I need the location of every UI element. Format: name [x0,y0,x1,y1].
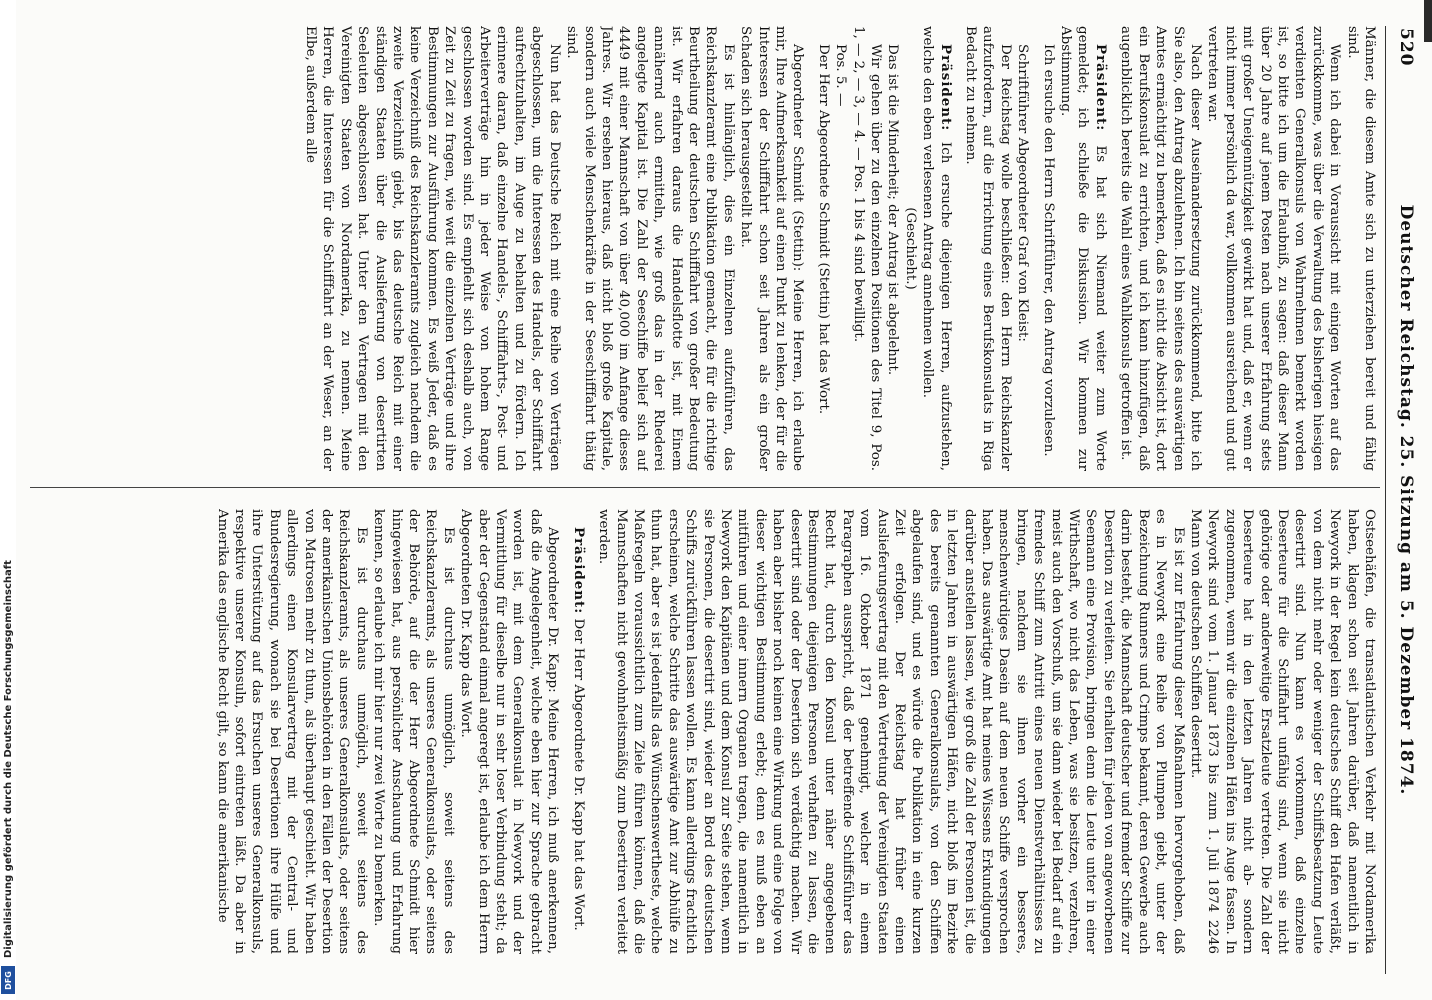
paragraph-gap [1031,26,1039,471]
paragraph [1187,509,1378,954]
column-divider [30,487,1380,488]
paragraph-text: Es ist zur Erfahrung dieser Maßnahmen hervorgehoben, daß es in Newyork eine Reihe von Plumpen giebt, unter der Bezeichnung Runners und Crimps bekannt, deren Gewerbe auch darin besteht, die Mannschaft deutscher und fremder Schiffe zur Desertion zu verleiten. Sie erhalten für jeden von angeworbenen Seemann eine Provision, bringen denn die Leute unter in einer Wirthschaft, wo nicht das Leben, was sie besitzen, verzehren, meist auch den Vorschuß, um sie dann wieder bei Bedarf auf ein fremdes Schiff zum Antritt eines neuen Dienstverhältnisses zu bringen, nachdem sie ihnen vorher ein besseres, menschenwürdiges Dasein auf dem neuen Schiffe versprochen haben. Das auswärtige Amt hat meines Wissens Erkundigungen darüber anstellen lassen, wie groß die Zahl der Personen ist, die in letzten Jahren in auswärtigen Häfen, nicht bloß im Bezirke des bereits genannten Generalkonsulats, von den Schiffen abgelaufen sind, und es würde die Publikation in eine kurzen Zeit erfolgen. Der Reichstag hat früher einen Auslieferungsvertrag mit den Vertretung der Vereinigten Staaten vom 16. Oktober 1871 genehmigt, welcher in einem Paragraphen ausspricht, daß der betreffende Schiffsführer das Recht hat, durch den Konsul unter näher angegebenen Bestimmungen diejenigen Personen verhaften zu lassen, die desertirt sind oder der Desertion sich verdächtig machen. Wir haben aber bisher noch keinen eine Wirkung und eine Folge von dieser wichtigen Bestimmung erlebt; denn es muß eben an mitführen und einer innern Organen tragen, die namentlich in Newyork den Kapitänen und dem Konsul zur Seite stehen, wenn sie Personen, die desertirt sind, wieder an Bord des deutschen Schiffs zurückführen lassen wollen. Es kann allerdings frachtlich erscheinen, welche Schritte das auswärtige Amt zur Abhülfe zu thun hat, aber es ist jedenfalls das Wünschenswertheste, welche Maßregeln voraussichtlich zum Ziele führen können, daß die Mannschaften nicht gewohnheitsmäßig zum Desertiren verleitet werden. [596,509,1186,954]
paragraph-text: Abgeordneter Dr. Kapp: Meine Herren, ich muß anerkennen, daß die Angelegenheit, welche eben hier zur Sprache gebracht worden ist, mit dem Generalkonsulat in Newyork und der Vermittlung für dieselbe nur in sehr loser Verbindung steht; da aber der Gegenstand einmal angeregt ist, erlaube ich dem Herrn Abgeordneten Dr. Kapp das Wort. [458,509,561,954]
left-column [38,26,1378,471]
paragraph [595,509,1187,954]
page-content [26,26,1426,974]
paragraph-text: Nun hat das Deutsche Reich mit eine Reihe von Verträgen abgeschlossen, um die Interessen des Handels, der Schifffahrt aufrechtzuhalten, im Auge zu behalten und zu fördern. Ich erinnere daran, daß einzelne Handels-, Schifffahrts-, Post- und Arbeiterverträge hin in jeder Weise von hohem Range geschlossen worden sind. Es empfiehlt sich deshalb auch, von Zeit zu Zeit zu fragen, wie weit die einzelnen Verträge und ihre Bestimmungen zur Ausführung kommen. Es weiß Jeder, daß es keine Verzeichniß des Reichskanzleramts zugleich nachdem die zweite Verzeichniß giebt, bis das deutsche Reich mit einer ständigen Staaten über die Auslieferung von desertirten Seeleuten abgeschlossen hat. Unter den Vertragen mit den Vereinigten Staaten von Nordamerika, zu nennen. Meine Herren, die Interessen für die Schifffahrt an der Weser, an der Elbe, außerdem alle [303,26,562,471]
paragraph-gap [806,26,814,471]
paragraph [213,509,370,954]
page-title: Deutscher Reichstag. 25. Sitzung am 5. Dezember 1874. [1396,204,1416,796]
paragraph-text: Es ist hinlänglich, dies ein Einzelnen aufzuführen, das Reichskanzleramt eine Publikation gemacht, die für die richtige Beurtheilung der deutschen Schifffahrt von großer Bedeutung ist. Wir erfahren daraus die Handelsflotte ist, mit Einem annähernd auch ermitteln, wie groß das in der Rhederei angelegte Kapital ist. Die Zahl der Seeschiffe belief sich auf 4449 mit einer Mannschaft von über 40,000 im Anfange dieses Jahres. Wir ersehen hieraus, daß nicht bloß große Kapitale, sondern auch viele Menschenkräfte in der Seeschifffahrt thätig sind. [564,26,736,471]
paragraph-text: Der Herr Abgeordnete Schmidt (Stettin) hat das Wort. [815,44,831,415]
paragraph [370,509,457,954]
paragraph-text: Ich ersuche den Herrn Schriftführer, den Antrag vorzulesen. [1040,44,1056,457]
speaker-label: Präsident: [937,44,954,132]
paragraph-text: Das ist die Minderheit; der Antrag ist abgelehnt. [885,44,901,376]
paragraph-text: Es hat sich Niemand weiter zum Worte gemeldet; ich schließe die Diskussion. Wir kommen zur Abstimmung. [1058,26,1108,471]
dfg-logo [1,966,15,994]
paragraph-text: Der Herr Abgeordnete Dr. Kapp hat das Wort. [570,618,586,931]
paragraph [814,26,831,471]
running-head [1386,26,1426,974]
paragraph-text: Es ist durchaus unmöglich, soweit seitens des Reichskanzleramts, als unseres Generalkonsulats, oder seitens der Behörde, auf die der Herr Abgeordnete Schmidt hier hingewiesen hat, aus persönlicher Anschauung und Erfahrung kennen, so erlaube ich mir hier nur zwei Worte zu bemerken. [371,509,456,954]
paragraph [1057,26,1109,471]
header-rule [1385,26,1386,974]
paragraph-text: Wenn ich dabei in Voraussicht mit einigen Worten auf das zurückkomme, was über die Verwaltung des bisherigen hiesigen verdienten Generalkonsuls von Wahrnehmen bemerkt worden ist, so bitte ich um die Erlaubniß, zu sagen: daß dieser Mann über 20 Jahre auf jenem Posten nach unserer Erfahrung stets mit großer Uneigennützigkeit gewirkt hat und, daß er, wenn er nicht immer persönlich da war, vollkommen ausreichend und gut vertreten war. [1205,26,1343,471]
paragraph-text: Schriftführer Abgeordneter Graf von Kleist: [1015,44,1031,342]
digitization-credit: Digitalisierung gefördert durch die Deutsche Forschungsgemeinschaft [3,560,14,958]
paragraph [569,509,586,954]
paragraph-text: (Geschieht.) [902,207,918,290]
paragraph [302,26,563,471]
paragraph [901,26,918,471]
paragraph-text: Pos. 5. — [833,44,849,107]
paragraph-text: Wir gehen über zu den einzelnen Positionen des Titel 9, Pos. 1, — 2, — 3, — 4. — Pos. 1 bis 4 sind bewilligt. [850,26,884,471]
paragraph [1204,26,1343,471]
paragraph [457,509,561,954]
page-number: 520 [1396,28,1416,67]
paragraph-text: Der Reichstag wolle beschließen: den Herrn Reichskanzler aufzufordern, auf die Errichtung eines Berufskonsulats in Riga Bedacht zu nehmen. [963,26,1013,471]
digitization-credit-strip [0,0,16,1000]
paragraph [832,26,849,471]
paragraph [884,26,901,471]
paragraph-text: Männer, die diesem Amte sich zu unterziehen bereit und fähig sind. [1344,26,1377,471]
paragraph-gap [954,26,962,471]
paragraph-text: Nach dieser Auseinandersetzung zurückkommend, bitte ich Sie also, den Antrag abzulehnen. Ich bin seitens des auswärtigen Amtes ermächtigt zu bemerken, daß es nicht die Absicht ist, dort ein Berufskonsulat zu errichten, und ich kann hinzufügen, daß augenblicklich bereits die Wahl eines Wahlkonsuls getroffen ist. [1118,26,1203,471]
paragraph-text: Ostseehäfen, die transatlantischen Verkehr mit Nordamerika haben, klagen schon seit Jahren darüber, daß namentlich in Newyork in der Regel kein deutsches Schiff den Hafen verläßt, von dem nicht mehr oder weniger der Schiffsbesatzung Leute desertirt sind. Nun kann es vorkommen, daß einzelne Deserteure für die Schiffahrt unfähig sind, wenn sie nicht gehörige oder anderweitige Ersatzleute vertreten. Die Zahl der Deserteure hat in den letzten Jahren nicht ab- sondern zugenommen, wenn wir die einzelnen Häfen ins Auge fassen. In Newyork sind vom 1. Januar 1873 bis zum 1. Juli 1874 2246 Mann von deutschen Schiffen desertirt. [1187,509,1377,954]
paragraph [563,26,737,471]
paragraph [1039,26,1056,471]
paragraph [849,26,884,471]
dfg-logo-label: DFG [3,970,13,990]
paragraph [919,26,954,471]
paragraph-gap [587,509,595,954]
paragraph [737,26,807,471]
speaker-label: Präsident: [1092,44,1109,132]
paragraph-gap [1109,26,1117,471]
right-column [38,509,1378,954]
speaker-label: Präsident: [570,527,587,615]
paragraph-gap [561,509,569,954]
paragraph-text: Ich ersuche diejenigen Herren, aufzustehen, welche den eben verlesenen Antrag annehmen wollen. [920,26,953,471]
paragraph [1014,26,1031,471]
paragraph [962,26,1014,471]
paragraph [1343,26,1378,471]
paragraph [1117,26,1204,471]
paragraph-text: Es ist durchaus unmöglich, soweit seitens des Reichskanzleramts, als unseres Generalkonsulats, oder seitens der amerikanischen Unionsbehörden in den Fällen der Desertion von Matrosen mehr zu thun, als überhaupt geschieht. Wir haben allerdings einen Konsularvertrag mit der Central- und Bundesregierung, wonach sie bei Desertionen ihre Hülfe und ihre Unterstützung auf das Ersuchen unseres Generalkonsuls, respektive unserer Konsuln, sofort eintreten läßt. Da aber in Amerika das englische Recht gilt, so kann die amerikanische [214,509,369,954]
paragraph-text: Abgeordneter Schmidt (Stettin): Meine Herren, ich erlaube mir, Ihre Aufmerksamkeit auf einen Punkt zu lenken, der für die Interessen der Schifffahrt schon seit Jahren als ein großer Schaden sich herausgestellt hat. [738,26,806,471]
scan-edge-mark [1424,0,1432,42]
